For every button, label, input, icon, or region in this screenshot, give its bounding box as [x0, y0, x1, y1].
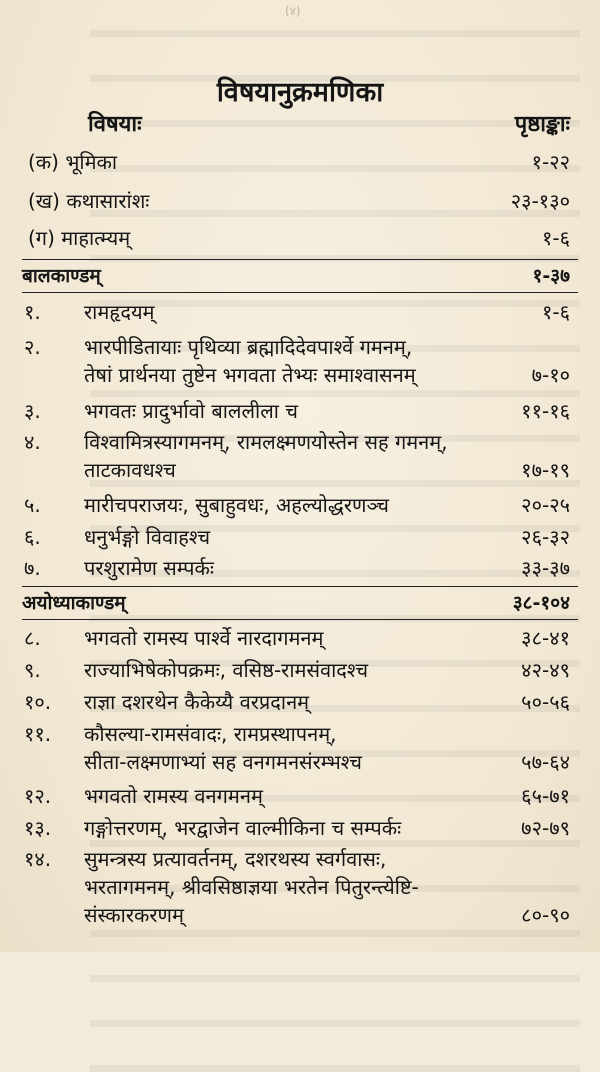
- entry-number: ३.: [24, 399, 41, 423]
- entry-number: १.: [24, 300, 41, 324]
- section-pages: १-३७: [532, 265, 570, 287]
- entry-number: १३.: [24, 816, 52, 840]
- page-range: ७-१०: [531, 363, 570, 387]
- entry-number: ११.: [24, 722, 52, 746]
- entry-number: १०.: [24, 690, 52, 714]
- section-divider: [22, 259, 578, 260]
- page-range: ५७-६४: [521, 750, 570, 774]
- intro-label: (ख) कथासारांशः: [28, 189, 150, 213]
- header-topics: विषयाः: [88, 112, 142, 137]
- page-range: २०-२५: [521, 493, 570, 517]
- header-pages: पृष्ठाङ्काः: [514, 112, 570, 137]
- page-range: २६-३२: [521, 525, 570, 549]
- entry-title-continued: ताटकावधश्च: [84, 458, 176, 482]
- page-range: ८०-९०: [521, 903, 570, 927]
- intro-label: (क) भूमिका: [28, 150, 118, 174]
- entry-title: भगवतो रामस्य पार्श्वे नारदागमनम्: [84, 626, 324, 650]
- section-divider: [22, 586, 578, 587]
- section-title: बालकाण्डम्: [22, 265, 101, 287]
- entry-title: मारीचपराजयः, सुबाहुवधः, अहल्योद्धरणञ्च: [84, 493, 389, 517]
- page-range: ६५-७१: [521, 784, 570, 808]
- section-pages: ३८-१०४: [512, 592, 570, 614]
- page-range: ११-१६: [521, 399, 570, 423]
- entry-title: भगवतः प्रादुर्भावो बाललीला च: [84, 399, 299, 423]
- intro-label: (ग) माहात्म्यम्: [28, 226, 131, 250]
- entry-number: १२.: [24, 784, 52, 808]
- entry-number: ८.: [24, 626, 41, 650]
- page-range: ३३-३७: [521, 556, 570, 580]
- page-range: १-२२: [531, 150, 570, 174]
- entry-title: गङ्गोत्तरणम्, भरद्वाजेन वाल्मीकिना च सम्पर्कः: [84, 816, 402, 840]
- entry-number: १४.: [24, 847, 52, 871]
- entry-title: सुमन्त्रस्य प्रत्यावर्तनम्, दशरथस्य स्वर्गवासः,: [84, 847, 387, 871]
- entry-number: २.: [24, 335, 41, 359]
- page-range: १-६: [541, 300, 570, 324]
- page-range: ५०-५६: [521, 690, 570, 714]
- entry-title-continued: संस्कारकरणम्: [84, 903, 184, 927]
- entry-title-continued: तेषां प्रार्थनया तुष्टेन भगवता तेभ्यः समाश्वासनम्: [84, 363, 416, 387]
- entry-title: परशुरामेण सम्पर्कः: [84, 556, 214, 580]
- entry-title: राज्याभिषेकोपक्रमः, वसिष्ठ-रामसंवादश्च: [84, 658, 369, 682]
- section-divider: [22, 292, 578, 293]
- page-range: ७२-७९: [521, 816, 570, 840]
- page-range: ४२-४९: [521, 658, 570, 682]
- section-divider: [22, 619, 578, 620]
- entry-number: ५.: [24, 493, 41, 517]
- section-title: अयोध्याकाण्डम्: [22, 592, 126, 614]
- entry-title-continued: भरतागमनम्, श्रीवसिष्ठाज्ञया भरतेन पितुरन्त्येष्टि-: [84, 875, 419, 899]
- entry-title: राज्ञा दशरथेन कैकेय्यै वरप्रदानम्: [84, 690, 310, 714]
- entry-title: कौसल्या-रामसंवादः, रामप्रस्थापनम्,: [84, 722, 337, 746]
- page-range: ३८-४१: [521, 626, 570, 650]
- entry-title: धनुर्भङ्गो विवाहश्च: [84, 525, 211, 549]
- page-range: २३-१३०: [510, 189, 570, 213]
- entry-title: रामहृदयम्: [84, 300, 155, 324]
- entry-number: ४.: [24, 430, 41, 454]
- page-number: (४): [285, 4, 301, 18]
- entry-number: ९.: [24, 658, 41, 682]
- entry-title: भगवतो रामस्य वनगमनम्: [84, 784, 263, 808]
- entry-number: ६.: [24, 525, 41, 549]
- page-range: १७-१९: [521, 458, 570, 482]
- page-title: विषयानुक्रमणिका: [216, 77, 384, 108]
- entry-number: ७.: [24, 556, 41, 580]
- page-range: १-६: [541, 226, 570, 250]
- entry-title: भारपीडितायाः पृथिव्या ब्रह्मादिदेवपार्श्वे गमनम्,: [84, 335, 413, 359]
- entry-title-continued: सीता-लक्ष्मणाभ्यां सह वनगमनसंरम्भश्च: [84, 750, 363, 774]
- entry-title: विश्वामित्रस्यागमनम्, रामलक्ष्मणयोस्तेन सह गमनम्,: [84, 430, 448, 454]
